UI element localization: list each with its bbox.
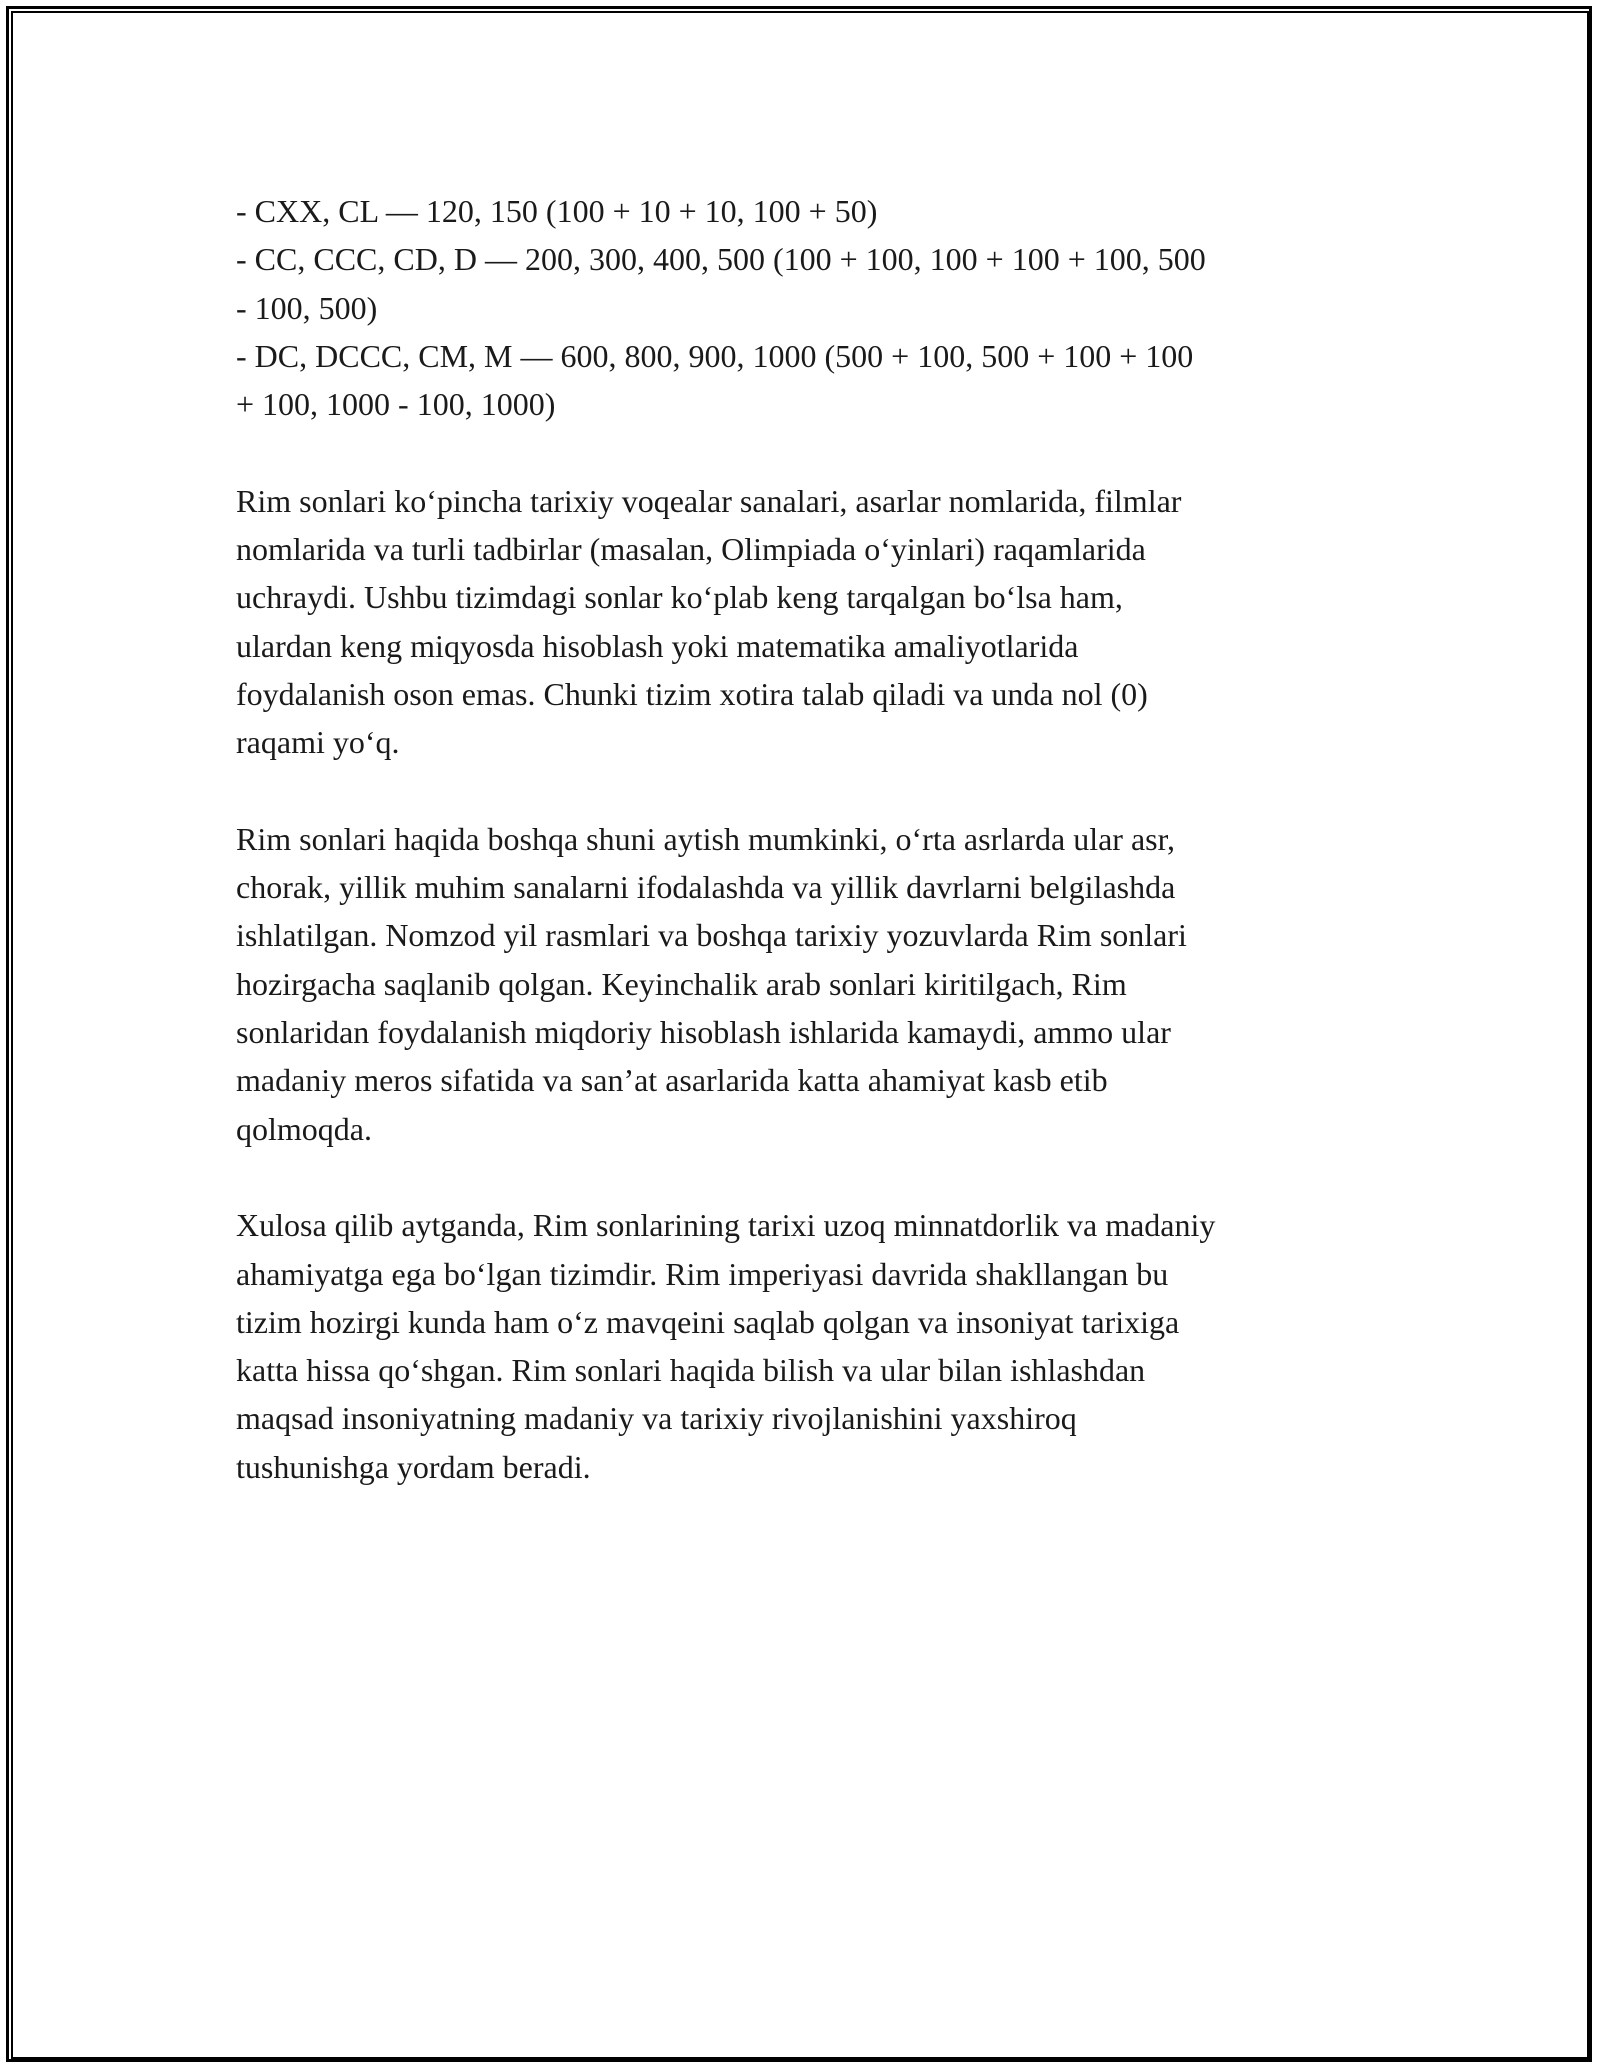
- paragraph-history: [236, 815, 1366, 1153]
- paragraph-line: ishlatilgan. Nomzod yil rasmlari va boshqa tarixiy yozuvlarda Rim sonlari: [236, 917, 1187, 954]
- paragraph-line: nomlarida va turli tadbirlar (masalan, Olimpiada o‘yinlari) raqamlarida: [236, 531, 1146, 568]
- document-body: [236, 187, 1366, 1539]
- paragraph-line: ulardan keng miqyosda hisoblash yoki matematika amaliyotlarida: [236, 627, 1079, 664]
- paragraph-line: ahamiyatga ega bo‘lgan tizimdir. Rim imperiyasi davrida shakllangan bu: [236, 1255, 1169, 1292]
- paragraph-line: qolmoqda.: [236, 1110, 372, 1147]
- paragraph-line: hozirgacha saqlanib qolgan. Keyinchalik arab sonlari kiritilgach, Rim: [236, 965, 1127, 1002]
- list-line: - CC, CCC, CD, D — 200, 300, 400, 500 (100 + 100, 100 + 100 + 100, 500: [236, 241, 1206, 278]
- list-line: - 100, 500): [236, 289, 378, 326]
- paragraph-line: foydalanish oson emas. Chunki tizim xotira talab qiladi va unda nol (0): [236, 675, 1148, 712]
- paragraph-line: Rim sonlari haqida boshqa shuni aytish mumkinki, o‘rta asrlarda ular asr,: [236, 820, 1175, 857]
- paragraph-line: madaniy meros sifatida va san’at asarlarida katta ahamiyat kasb etib: [236, 1062, 1108, 1099]
- paragraph-line: Rim sonlari ko‘pincha tarixiy voqealar sanalari, asarlar nomlarida, filmlar: [236, 482, 1182, 519]
- paragraph-line: maqsad insoniyatning madaniy va tarixiy rivojlanishini yaxshiroq: [236, 1400, 1077, 1437]
- paragraph-line: katta hissa qo‘shgan. Rim sonlari haqida bilish va ular bilan ishlashdan: [236, 1352, 1146, 1389]
- list-line: + 100, 1000 - 100, 1000): [236, 386, 556, 423]
- paragraph-line: Xulosa qilib aytganda, Rim sonlarining tarixi uzoq minnatdorlik va madaniy: [236, 1207, 1216, 1244]
- paragraph-conclusion: [236, 1201, 1366, 1491]
- paragraph-line: chorak, yillik muhim sanalarni ifodalashda va yillik davrlarni belgilashda: [236, 869, 1176, 906]
- paragraph-line: raqami yo‘q.: [236, 724, 400, 761]
- roman-numeral-list: [236, 187, 1366, 428]
- paragraph-line: sonlaridan foydalanish miqdoriy hisoblash ishlarida kamaydi, ammo ular: [236, 1014, 1171, 1051]
- paragraph-line: tizim hozirgi kunda ham o‘z mavqeini saqlab qolgan va insoniyat tarixiga: [236, 1303, 1180, 1340]
- paragraph-line: tushunishga yordam beradi.: [236, 1448, 591, 1485]
- paragraph-line: uchraydi. Ushbu tizimdagi sonlar ko‘plab keng tarqalgan bo‘lsa ham,: [236, 579, 1123, 616]
- list-line: - DC, DCCC, CM, M — 600, 800, 900, 1000 (500 + 100, 500 + 100 + 100: [236, 337, 1194, 374]
- list-line: - CXX, CL — 120, 150 (100 + 10 + 10, 100 + 50): [236, 193, 878, 229]
- paragraph-usage: [236, 477, 1366, 767]
